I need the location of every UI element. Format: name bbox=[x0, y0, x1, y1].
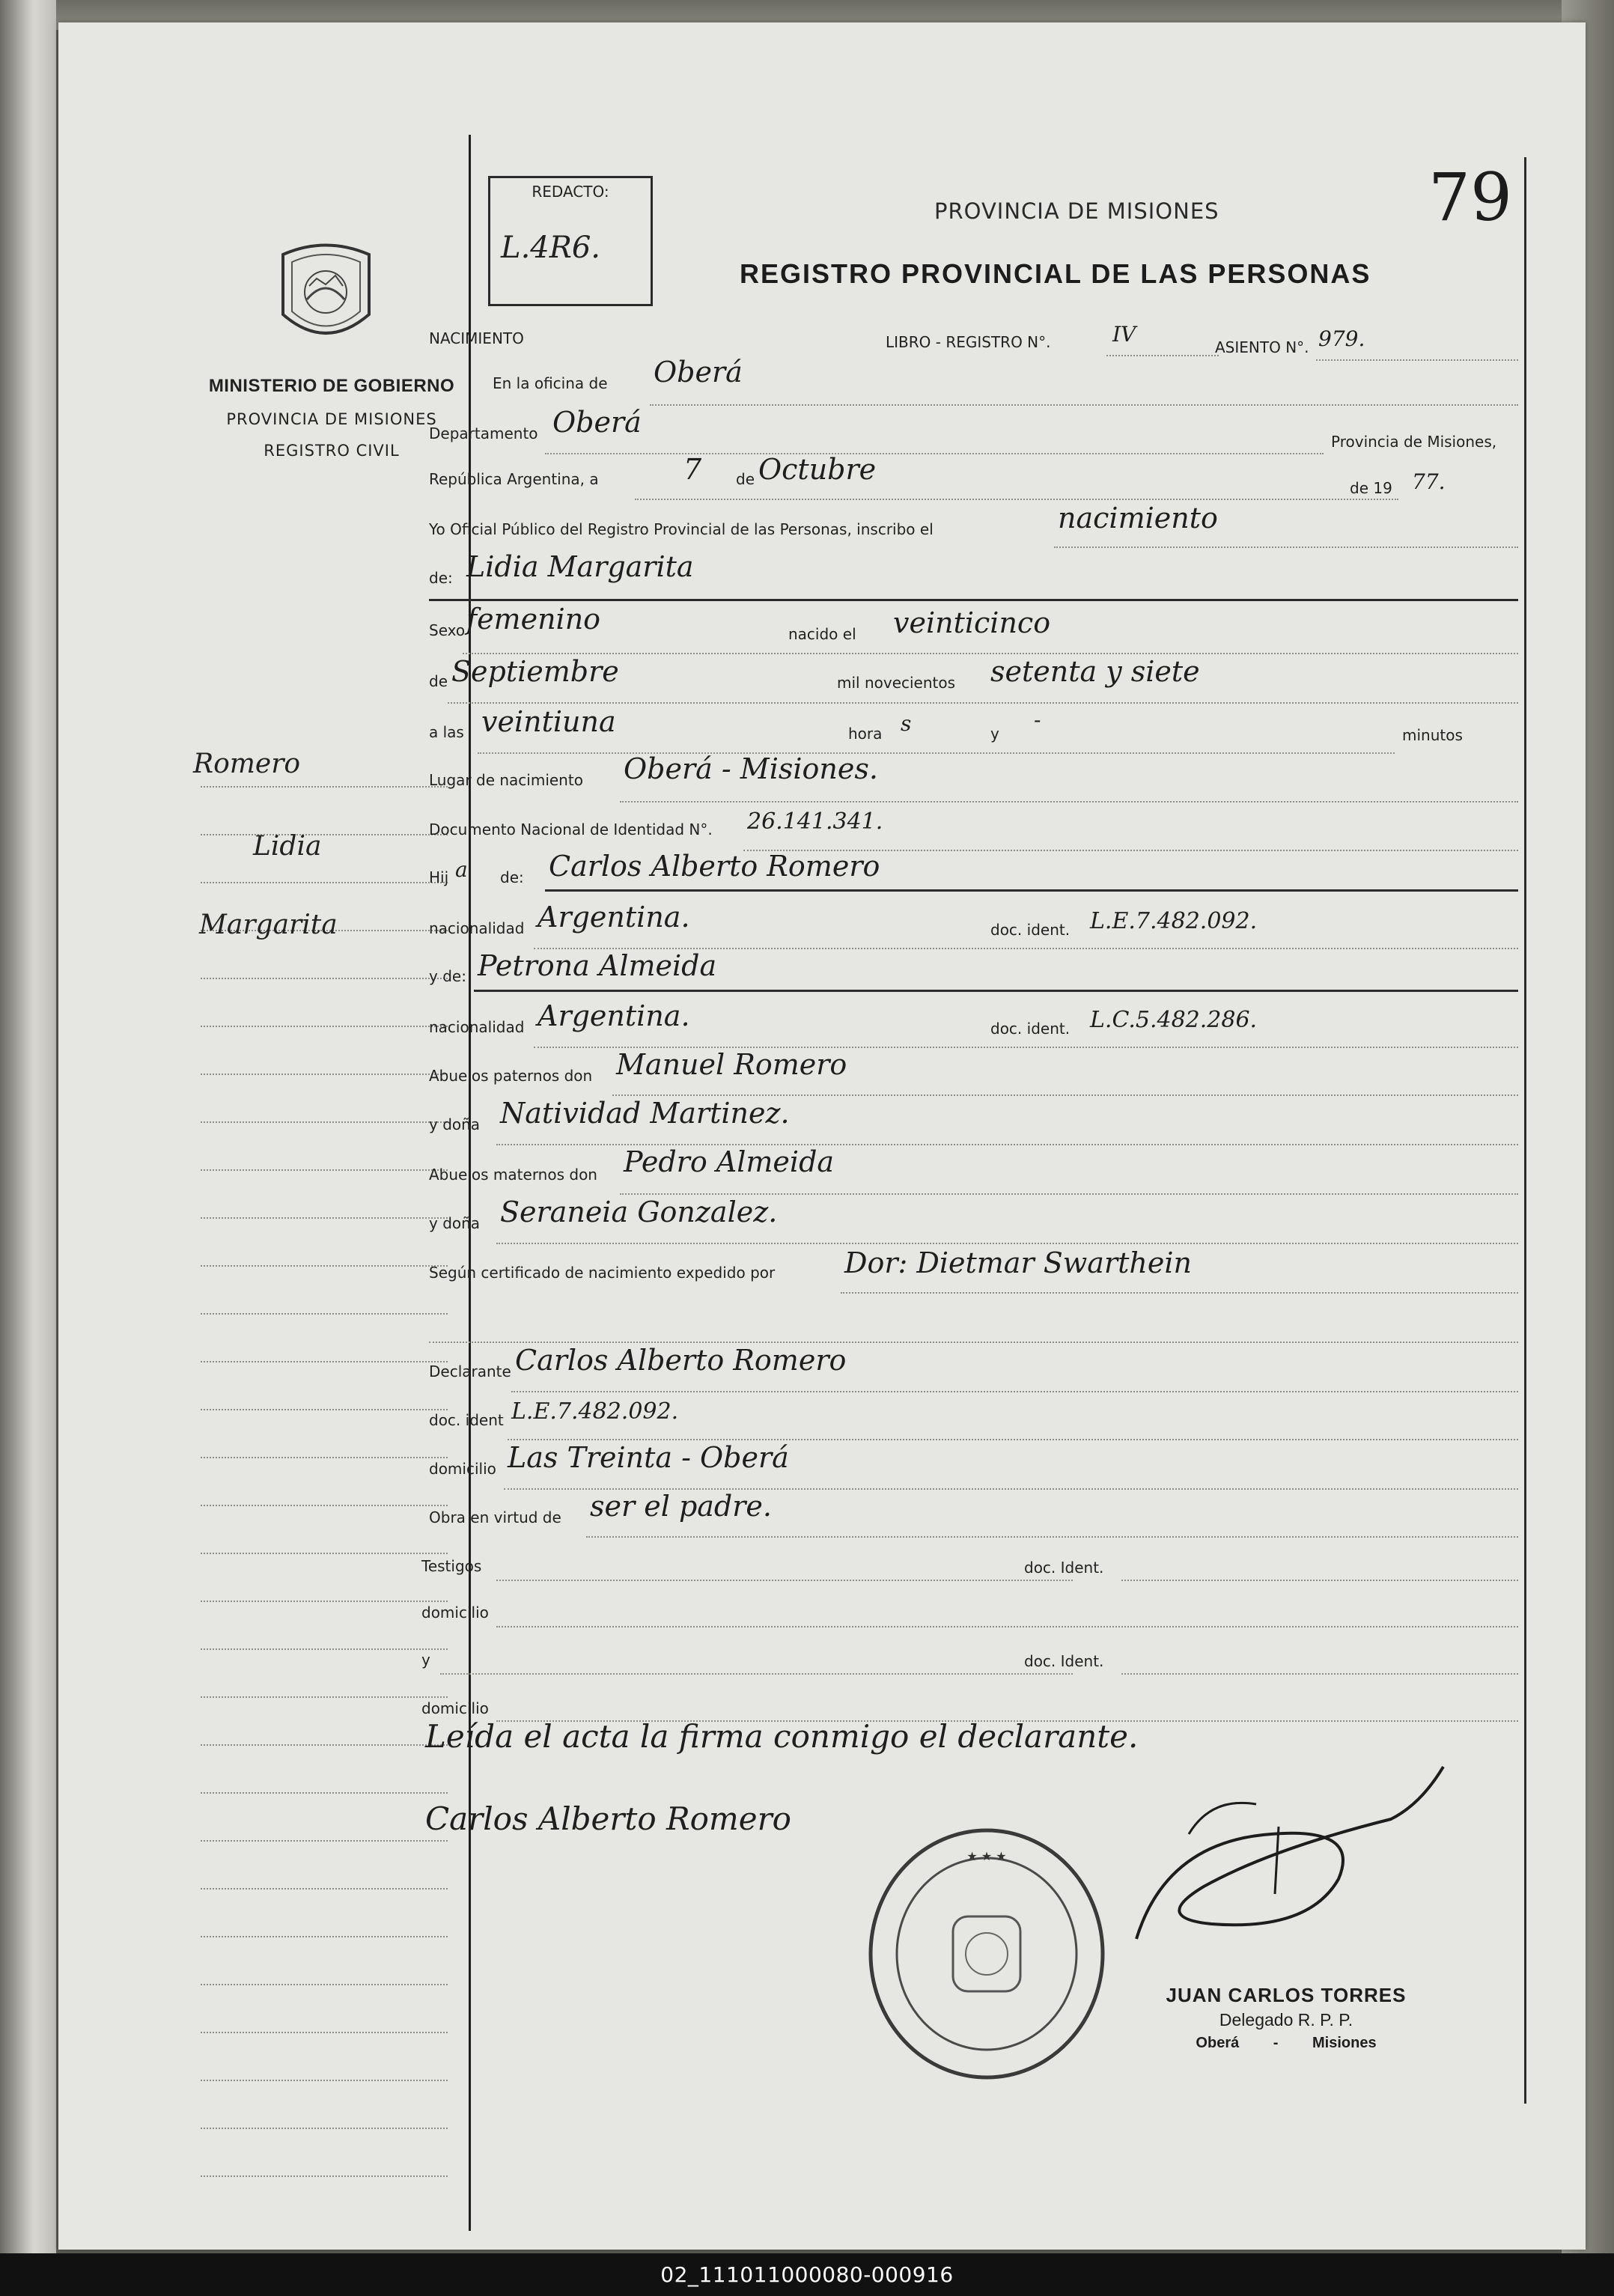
declarante-signature: Carlos Alberto Romero bbox=[425, 1800, 791, 1837]
asiento-line bbox=[1316, 359, 1518, 361]
y2-doc-label: doc. Ident. bbox=[1024, 1652, 1104, 1670]
redacto-value: L.4R6. bbox=[501, 231, 601, 265]
departamento-label: Departamento bbox=[429, 424, 538, 442]
header-province: PROVINCIA DE MISIONES bbox=[934, 198, 1219, 224]
testigos-line bbox=[496, 1580, 1073, 1581]
nacido-value: veinticinco bbox=[893, 606, 1051, 639]
am-value: Pedro Almeida bbox=[624, 1145, 835, 1178]
nac1-value: Argentina. bbox=[538, 901, 690, 934]
hora-line bbox=[478, 752, 1395, 754]
hora-value: s bbox=[901, 711, 912, 736]
alas-value: veintiuna bbox=[481, 705, 616, 738]
mil-label: mil novecientos bbox=[837, 674, 956, 692]
docident-line bbox=[508, 1439, 1518, 1440]
nombre-rule bbox=[429, 599, 1518, 601]
ministry-province: PROVINCIA DE MISIONES bbox=[226, 410, 437, 428]
obra-value: ser el padre. bbox=[590, 1490, 772, 1523]
redacto-label: REDACTO: bbox=[532, 183, 609, 201]
cert-label: Según certificado de nacimiento expedido por bbox=[429, 1264, 776, 1282]
de-label: de bbox=[736, 470, 755, 488]
oficina-value: Oberá bbox=[654, 356, 743, 389]
provincial-seal-icon bbox=[275, 240, 377, 352]
am-dona-line bbox=[496, 1243, 1518, 1244]
y-label: y bbox=[990, 725, 999, 743]
doc1-label: doc. ident. bbox=[990, 921, 1071, 939]
footer-image-id: 02_111011000080-000916 bbox=[660, 2262, 954, 2287]
asiento-label: ASIENTO N°. bbox=[1215, 338, 1309, 356]
ministry-title: MINISTERIO DE GOBIERNO bbox=[208, 376, 455, 396]
am-label: Abuelos maternos don bbox=[429, 1166, 597, 1184]
register-page bbox=[58, 22, 1586, 2250]
hij-label: Hij bbox=[429, 868, 449, 886]
mil-value: setenta y siete bbox=[990, 655, 1200, 688]
testigos-doc-line bbox=[1121, 1580, 1518, 1581]
de-mes-value: Septiembre bbox=[451, 655, 619, 688]
margin-first-name: Lidia bbox=[253, 831, 322, 862]
padre-rule bbox=[545, 889, 1518, 892]
y-value: - bbox=[1034, 707, 1041, 732]
nacimiento-label: NACIMIENTO bbox=[429, 329, 524, 347]
hora-label: hora bbox=[848, 725, 883, 743]
cert-value: Dor: Dietmar Swarthein bbox=[844, 1246, 1192, 1279]
hij-suffix: a bbox=[455, 857, 468, 882]
y2-label: y bbox=[421, 1651, 430, 1669]
official-signature-icon bbox=[1121, 1752, 1451, 1976]
mes-value: Octubre bbox=[758, 453, 877, 486]
binder-edge bbox=[0, 0, 56, 2253]
hij-de-label: de: bbox=[500, 868, 524, 886]
republica-label: República Argentina, a bbox=[429, 470, 599, 488]
nac2-label: nacionalidad bbox=[429, 1018, 525, 1036]
margin-surname: Romero bbox=[193, 749, 301, 779]
testigos-label: Testigos bbox=[421, 1557, 482, 1575]
oficina-label: En la oficina de bbox=[493, 374, 608, 392]
ap-value: Manuel Romero bbox=[616, 1048, 847, 1081]
madre-value: Petrona Almeida bbox=[478, 949, 717, 982]
cert-line-2 bbox=[429, 1342, 1518, 1343]
libro-line bbox=[1106, 355, 1219, 356]
provincia-label: Provincia de Misiones, bbox=[1331, 433, 1497, 451]
oficina-line bbox=[650, 404, 1518, 406]
dni-value: 26.141.341. bbox=[747, 809, 883, 835]
leida-text: Leída el acta la firma conmigo el declarante. bbox=[425, 1718, 1139, 1755]
anio-label: de 19 bbox=[1350, 479, 1392, 497]
testigos-doc-label: doc. Ident. bbox=[1024, 1559, 1104, 1577]
lugar-value: Oberá - Misiones. bbox=[624, 752, 878, 785]
oficial-line bbox=[1054, 546, 1518, 548]
svg-text:★ ★ ★: ★ ★ ★ bbox=[966, 1849, 1007, 1863]
nombre-value: Lidia Margarita bbox=[466, 550, 694, 583]
ap-line bbox=[612, 1094, 1518, 1096]
am-dona-label: y doña bbox=[429, 1214, 481, 1232]
am-dona-value: Seraneia Gonzalez. bbox=[500, 1196, 778, 1228]
right-rule bbox=[1524, 157, 1526, 2104]
doc1-value: L.E.7.482.092. bbox=[1090, 908, 1258, 934]
declarante-value: Carlos Alberto Romero bbox=[515, 1344, 847, 1377]
registry-title: REGISTRO PROVINCIAL DE LAS PERSONAS bbox=[740, 258, 1371, 289]
lugar-label: Lugar de nacimiento bbox=[429, 771, 583, 789]
redacto-box bbox=[488, 176, 653, 306]
obra-label: Obra en virtud de bbox=[429, 1508, 561, 1526]
y2-line bbox=[440, 1673, 1073, 1675]
y2-doc-line bbox=[1121, 1673, 1518, 1675]
fecha-line bbox=[635, 499, 1398, 500]
domicilio-value: Las Treinta - Oberá bbox=[508, 1441, 789, 1474]
obra-line bbox=[586, 1536, 1518, 1538]
official-stamp-icon bbox=[859, 1827, 1114, 2081]
departamento-line bbox=[545, 453, 1324, 454]
de-nombre-label: de: bbox=[429, 569, 453, 587]
de-mes-label: de bbox=[429, 672, 448, 690]
domicilio-label: domicilio bbox=[429, 1460, 496, 1478]
departamento-value: Oberá bbox=[552, 406, 642, 439]
nacido-label: nacido el bbox=[788, 625, 856, 643]
dom3-label: domicilio bbox=[421, 1699, 489, 1717]
margin-second-name: Margarita bbox=[199, 910, 338, 940]
oficial-label: Yo Oficial Público del Registro Provincial de las Personas, inscribo el bbox=[429, 520, 934, 538]
page-number: 79 bbox=[1428, 159, 1512, 236]
sexo-value: femenino bbox=[466, 603, 601, 636]
oficial-value: nacimiento bbox=[1058, 502, 1218, 535]
padre-value: Carlos Alberto Romero bbox=[549, 850, 880, 883]
declarante-line bbox=[511, 1391, 1518, 1392]
ap-label: Abuelos paternos don bbox=[429, 1067, 593, 1085]
docident-label: doc. ident bbox=[429, 1411, 504, 1429]
nac2-value: Argentina. bbox=[538, 999, 690, 1032]
alas-label: a las bbox=[429, 723, 464, 741]
mes-line bbox=[448, 702, 1518, 704]
madre-rule bbox=[474, 990, 1518, 992]
anio-value: 77. bbox=[1412, 469, 1446, 494]
nac1-label: nacionalidad bbox=[429, 919, 525, 937]
sexo-label: Sexo bbox=[429, 621, 466, 639]
ap-dona-label: y doña bbox=[429, 1115, 481, 1133]
yde-label: y de: bbox=[429, 967, 466, 985]
sexo-line bbox=[463, 653, 1518, 654]
doc2-value: L.C.5.482.286. bbox=[1090, 1007, 1258, 1033]
docident-value: L.E.7.482.092. bbox=[511, 1398, 679, 1425]
dni-label: Documento Nacional de Identidad N°. bbox=[429, 820, 713, 838]
margin-lines bbox=[201, 786, 448, 2223]
cert-line bbox=[841, 1292, 1518, 1294]
declarante-label: Declarante bbox=[429, 1362, 511, 1380]
asiento-value: 979. bbox=[1318, 326, 1365, 351]
libro-label: LIBRO - REGISTRO N°. bbox=[886, 333, 1051, 351]
dom2-line bbox=[496, 1626, 1518, 1627]
libro-value: IV bbox=[1112, 322, 1136, 347]
official-place: Oberá - Misiones bbox=[1196, 2035, 1377, 2051]
doc2-label: doc. ident. bbox=[990, 1020, 1071, 1038]
lugar-line bbox=[620, 801, 1518, 803]
am-line bbox=[620, 1193, 1518, 1195]
dia-value: 7 bbox=[683, 453, 702, 486]
ap-dona-value: Natividad Martinez. bbox=[500, 1097, 790, 1130]
official-name: JUAN CARLOS TORRES bbox=[1166, 1984, 1407, 2006]
ministry-registry: REGISTRO CIVIL bbox=[264, 442, 400, 460]
dom2-label: domicilio bbox=[421, 1604, 489, 1621]
official-role: Delegado R. P. P. bbox=[1219, 2010, 1353, 2029]
minutos-label: minutos bbox=[1402, 726, 1463, 744]
